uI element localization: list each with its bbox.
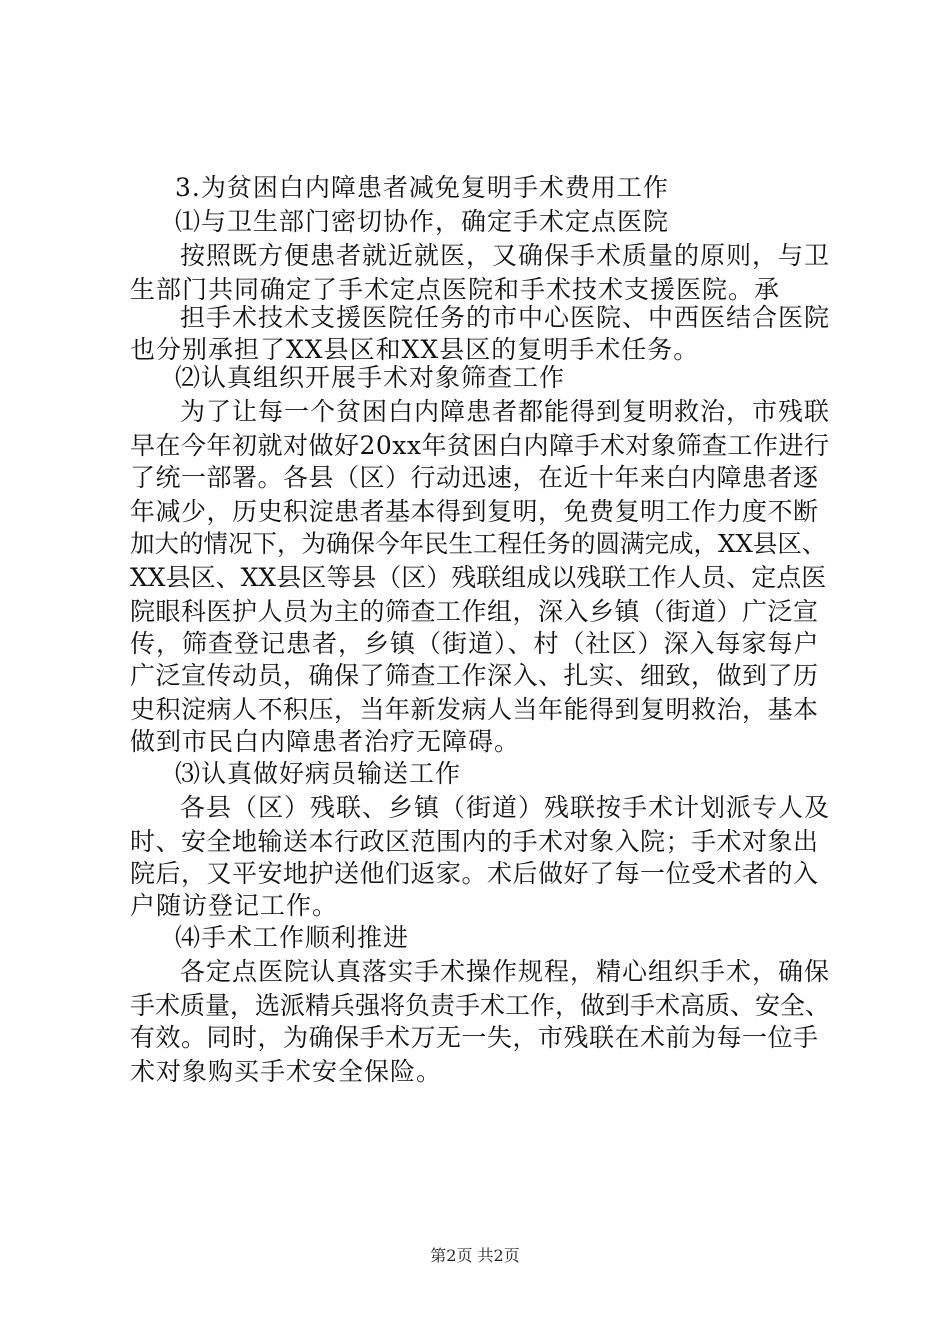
paragraph-line: 史积淀病人不积压，当年新发病人当年能得到复明救治，基本 <box>130 695 819 724</box>
paragraph-line: 加大的情况下，为确保今年民生工程任务的圆满完成，XX县区、 <box>130 529 827 558</box>
paragraph-line: 生部门共同确定了手术定点医院和手术技术支援医院。承 <box>130 275 781 304</box>
subheading-4: ⑷手术工作顺利推进 <box>175 923 410 952</box>
subheading-2: ⑵认真组织开展手术对象筛查工作 <box>175 363 566 392</box>
paragraph-line: 术对象购买手术安全保险。 <box>130 1057 443 1086</box>
page-number-footer: 第2页 共2页 <box>430 1246 520 1265</box>
paragraph-line: 各县（区）残联、乡镇（街道）残联按手术计划派专人及 <box>180 793 831 822</box>
paragraph-line: XX县区、XX县区等县（区）残联组成以残联工作人员、定点医 <box>130 563 827 592</box>
paragraph-line: 按照既方便患者就近就医，又确保手术质量的原则，与卫 <box>180 241 831 270</box>
paragraph-line: 也分别承担了XX县区和XX县区的复明手术任务。 <box>130 335 700 364</box>
paragraph-line: 担手术技术支援医院任务的市中心医院、中西医结合医院 <box>180 303 831 332</box>
paragraph-line: 院后，又平安地护送他们返家。术后做好了每一位受术者的入 <box>130 859 819 888</box>
paragraph-line: 时、安全地输送本行政区范围内的手术对象入院；手术对象出 <box>130 827 819 856</box>
subheading-3: ⑶认真做好病员输送工作 <box>175 759 462 788</box>
subheading-1: ⑴与卫生部门密切协作，确定手术定点医院 <box>175 207 670 236</box>
paragraph-line: 年减少，历史积淀患者基本得到复明，免费复明工作力度不断 <box>130 497 819 526</box>
paragraph-line: 户随访登记工作。 <box>130 891 339 920</box>
paragraph-line: 传，筛查登记患者，乡镇（街道）、村（社区）深入每家每户 <box>130 629 820 658</box>
section-heading-3: 3.为贫困白内障患者减免复明手术费用工作 <box>175 173 669 202</box>
paragraph-line: 了统一部署。各县（区）行动迅速，在近十年来白内障患者逐 <box>130 463 819 492</box>
paragraph-line: 广泛宣传动员，确保了筛查工作深入、扎实、细致，做到了历 <box>130 661 819 690</box>
paragraph-line: 各定点医院认真落实手术操作规程，精心组织手术，确保 <box>180 957 831 986</box>
paragraph-line: 为了让每一个贫困白内障患者都能得到复明救治，市残联 <box>180 397 831 426</box>
paragraph-line: 院眼科医护人员为主的筛查工作组，深入乡镇（街道）广泛宣 <box>130 597 819 626</box>
paragraph-line: 做到市民白内障患者治疗无障碍。 <box>130 727 521 756</box>
paragraph-line: 手术质量，选派精兵强将负责手术工作，做到手术高质、安全、 <box>130 991 831 1020</box>
paragraph-line: 有效。同时，为确保手术万无一失，市残联在术前为每一位手 <box>130 1023 819 1052</box>
paragraph-line: 早在今年初就对做好20xx年贫困白内障手术对象筛查工作进行 <box>130 431 830 460</box>
